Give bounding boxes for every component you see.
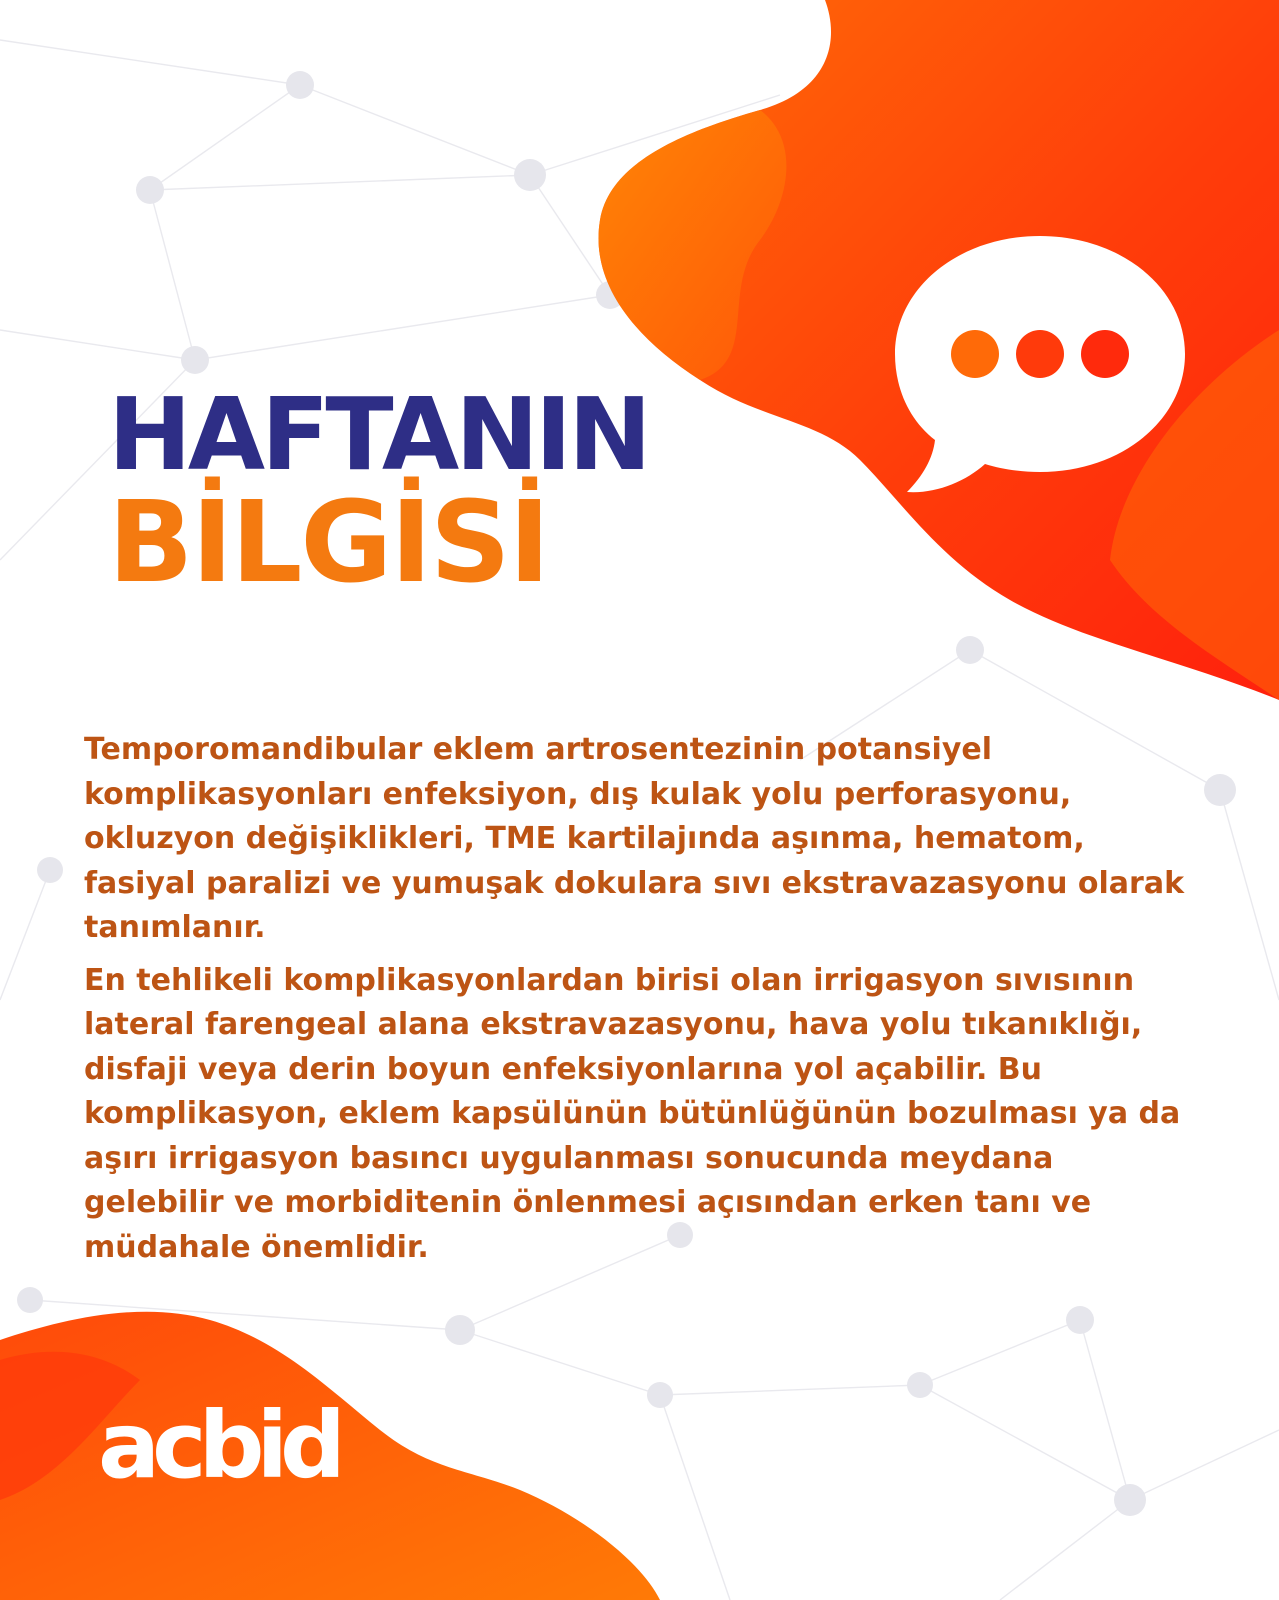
- chat-bubble-icon: [895, 236, 1185, 506]
- paragraph-1: Temporomandibular eklem artrosentezinin potansiyel komplikasyonları enfeksiyon, dış kulak yolu perforasyonu, okluzyon değişiklikleri, TME kartilajında aşınma, hematom, fasiyal paralizi ve yumuşak dokulara sıvı ekstravazasyonu olarak tanımlanır.: [84, 732, 1185, 945]
- headline: [108, 376, 648, 608]
- article-body: [84, 728, 1194, 1278]
- headline-line-2: BİLGİSİ: [108, 478, 549, 608]
- paragraph-2: En tehlikeli komplikasyonlardan birisi olan irrigasyon sıvısının lateral farengeal alana ekstravazasyonu, hava yolu tıkanıklığı, disfaji veya derin boyun enfeksiyonlarına yol açabilir. Bu komplikasyon, eklem kapsülünün bütünlüğünün bozulması ya da aşırı irrigasyon basıncı uygulanması sonucunda meydana gelebilir ve morbiditenin önlenmesi açısından erken tanı ve müdahale önemlidir.: [84, 962, 1181, 1265]
- brand-logo: acbid: [98, 1392, 338, 1499]
- headline-line-1: HAFTANIN: [108, 376, 648, 493]
